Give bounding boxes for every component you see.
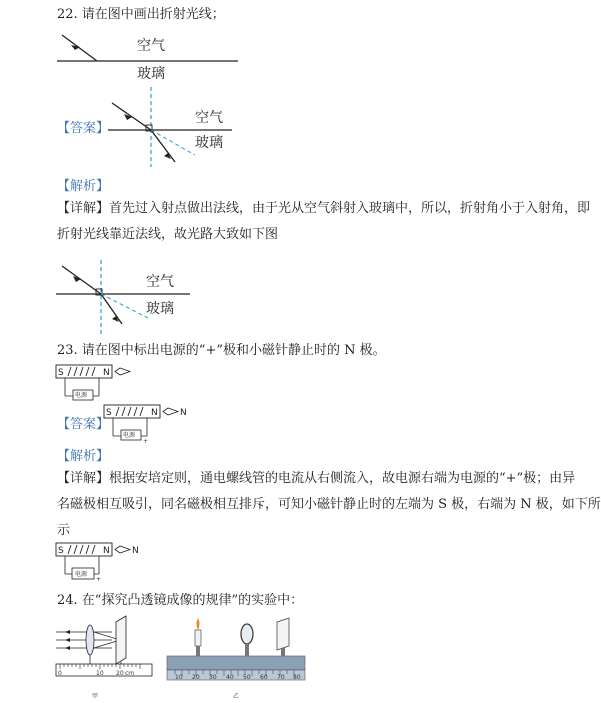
q23-question: 23. 请在图中标出电源的“+”极和小磁针静止时的 N 极。 bbox=[57, 343, 386, 358]
q23-power-label: 电源 bbox=[75, 392, 88, 399]
q24-bench-tick-50: 50 bbox=[243, 674, 251, 681]
q22-detail-line1: 【详解】首先过入射点做出法线，由于光从空气斜射入玻璃中，所以，折射角小于入射角，即 bbox=[57, 201, 591, 216]
q24-bench-tick-20: 20 bbox=[192, 674, 200, 681]
q23-answer-figure bbox=[103, 402, 193, 444]
q23-figure bbox=[55, 362, 135, 402]
q24-ruler-tick-10: 10 bbox=[96, 670, 104, 677]
q23-answer-needle-n-label: N bbox=[180, 408, 187, 418]
q22-answer-figure bbox=[100, 85, 240, 170]
q23-detail-power-label: 电源 bbox=[75, 571, 88, 578]
q23-answer-s-label: S bbox=[106, 408, 112, 418]
q24-bench-tick-30: 30 bbox=[209, 674, 217, 681]
q22-answer-air-label: 空气 bbox=[195, 110, 223, 126]
q22-figure bbox=[50, 28, 240, 88]
q23-answer-coil-n-label: N bbox=[151, 408, 158, 418]
q24-figure-yi bbox=[165, 612, 310, 703]
q24-fig2-caption: 乙 bbox=[233, 693, 240, 700]
q22-answer-tag: 【答案】 bbox=[57, 121, 110, 136]
q23-answer-power-label: 电源 bbox=[123, 432, 136, 439]
q23-detail-needle-n-label: N bbox=[132, 546, 139, 556]
q23-answer-tag: 【答案】 bbox=[57, 417, 110, 432]
q23-detail-plus-label: + bbox=[96, 576, 102, 583]
q24-bench-tick-40: 40 bbox=[226, 674, 234, 681]
q23-detail-figure bbox=[55, 540, 150, 582]
q23-detail-line3: 示 bbox=[57, 523, 71, 538]
q23-answer-plus-label: + bbox=[143, 438, 149, 445]
q24-fig1-caption: 甲 bbox=[92, 693, 99, 700]
q22-detail-line2: 折射光线靠近法线，故光路大致如下图 bbox=[57, 227, 279, 242]
q22-question: 22. 请在图中画出折射光线； bbox=[57, 7, 225, 22]
q24-bench-tick-60: 60 bbox=[260, 674, 268, 681]
q24-ruler-tick-0: 0 bbox=[58, 670, 62, 677]
q24-bench-tick-10: 10 bbox=[175, 674, 183, 681]
q23-n-label: N bbox=[103, 368, 110, 378]
q23-s-label: S bbox=[58, 368, 64, 378]
q24-figure-jia bbox=[50, 612, 160, 703]
q22-glass-label: 玻璃 bbox=[137, 66, 165, 82]
q23-detail-coil-n-label: N bbox=[103, 546, 110, 556]
q24-bench-tick-70: 70 bbox=[277, 674, 285, 681]
q24-question: 24. 在“探究凸透镜成像的规律”的实验中： bbox=[57, 593, 304, 608]
q22-detail-figure bbox=[50, 258, 200, 338]
q23-detail-line1: 【详解】根据安培定则，通电螺线管的电流从右侧流入，故电源右端为电源的“+”极；由异 bbox=[57, 471, 576, 486]
q22-analysis-tag: 【解析】 bbox=[57, 179, 110, 194]
q22-answer-glass-label: 玻璃 bbox=[195, 135, 223, 151]
q22-detail-glass-label: 玻璃 bbox=[146, 301, 174, 317]
q23-detail-line2: 名磁极相互吸引，同名磁极相互排斥，可知小磁针静止时的左端为 S 极，右端为 N 极，如下所 bbox=[57, 497, 601, 512]
q23-analysis-tag: 【解析】 bbox=[57, 449, 110, 464]
q22-detail-air-label: 空气 bbox=[146, 274, 174, 290]
q24-bench-tick-80: 80 bbox=[293, 674, 301, 681]
q24-ruler-unit: cm bbox=[125, 670, 135, 677]
q23-detail-s-label: S bbox=[58, 546, 64, 556]
q24-ruler-tick-20: 20 bbox=[116, 670, 124, 677]
q22-air-label: 空气 bbox=[137, 38, 165, 54]
